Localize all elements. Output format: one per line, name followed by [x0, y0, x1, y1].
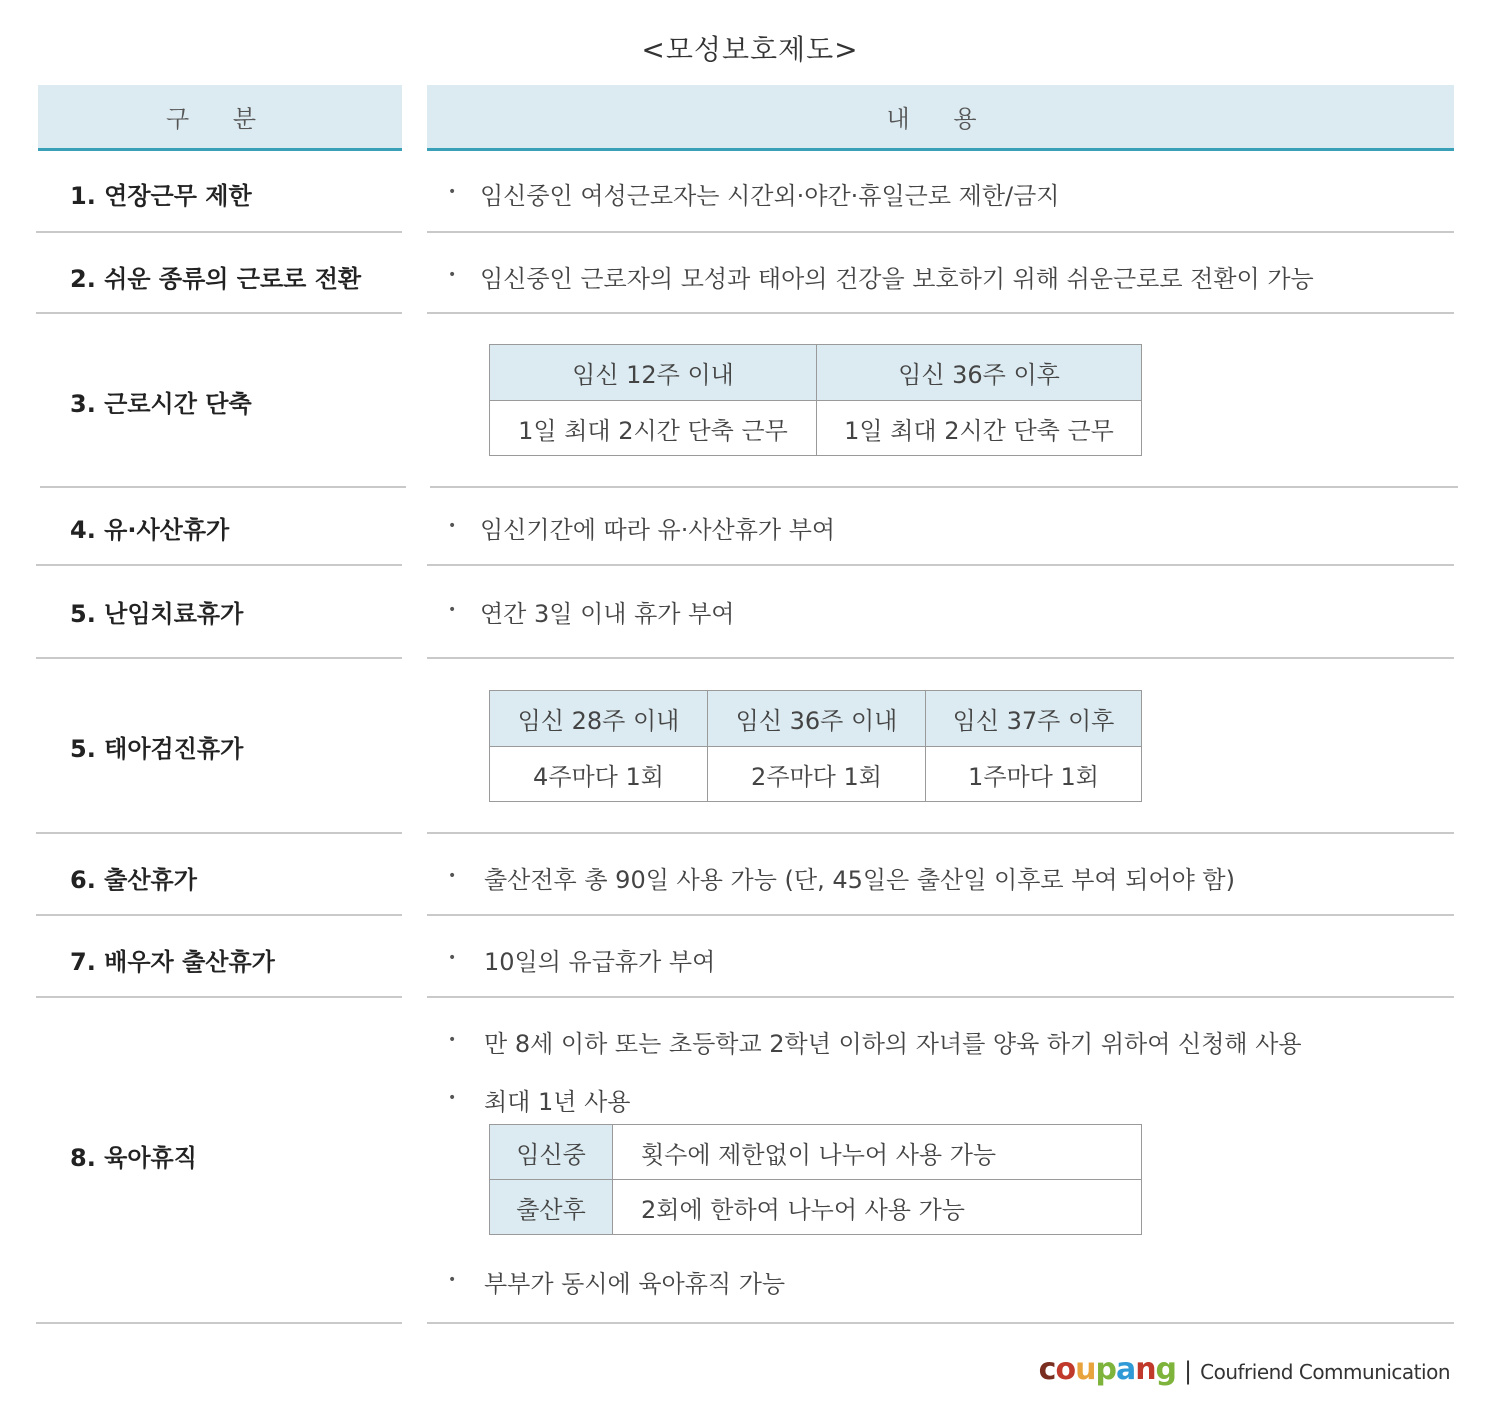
parental-leave-bullet-1: 만 8세 이하 또는 초등학교 2학년 이하의 자녀를 양육 하기 위하여 신청해 사용 — [484, 1030, 1302, 1058]
bullet-icon: • — [448, 602, 457, 618]
coupang-logo: coupang — [1038, 1352, 1177, 1387]
row-1-content: 임신중인 여성근로자는 시간외·야간·휴일근로 제한/금지 — [480, 182, 1060, 210]
parental-leave-key-1: 임신중 — [490, 1125, 613, 1180]
reduced-hours-header-1: 임신 12주 이내 — [490, 345, 817, 401]
footer-company: Coufriend Communication — [1200, 1360, 1450, 1384]
bullet-icon: • — [448, 868, 457, 884]
row-4-content: 임신기간에 따라 유·사산휴가 부여 — [480, 516, 836, 544]
parental-leave-value-2: 2회에 한하여 나누어 사용 가능 — [613, 1180, 1142, 1235]
footer-brand — [1039, 1352, 1450, 1387]
header-category: 구 분 — [38, 85, 402, 151]
prenatal-value-1: 4주마다 1회 — [490, 747, 708, 802]
row-5-category: 5. 난임치료휴가 — [70, 600, 244, 628]
prenatal-checkup-table — [489, 690, 1142, 802]
prenatal-header-1: 임신 28주 이내 — [490, 691, 708, 747]
row-4-category: 4. 유·사산휴가 — [70, 516, 230, 544]
parental-leave-key-2: 출산후 — [490, 1180, 613, 1235]
reduced-hours-value-2: 1일 최대 2시간 단축 근무 — [817, 401, 1142, 456]
bullet-icon: • — [448, 267, 457, 283]
bullet-icon: • — [448, 1272, 457, 1288]
bullet-icon: • — [448, 950, 457, 966]
reduced-hours-value-1: 1일 최대 2시간 단축 근무 — [490, 401, 817, 456]
parental-leave-table — [489, 1124, 1142, 1235]
row-2-category: 2. 쉬운 종류의 근로로 전환 — [70, 265, 362, 293]
bullet-icon: • — [448, 184, 457, 200]
prenatal-header-2: 임신 36주 이내 — [708, 691, 926, 747]
row-8-category: 7. 배우자 출산휴가 — [70, 948, 275, 976]
row-8-content: 10일의 유급휴가 부여 — [484, 948, 716, 976]
row-9-category: 8. 육아휴직 — [70, 1144, 197, 1172]
row-1-category: 1. 연장근무 제한 — [70, 182, 252, 210]
page-title: <모성보호제도> — [641, 33, 859, 66]
reduced-hours-header-2: 임신 36주 이후 — [817, 345, 1142, 401]
bullet-icon: • — [448, 1090, 457, 1106]
prenatal-value-2: 2주마다 1회 — [708, 747, 926, 802]
row-7-category: 6. 출산휴가 — [70, 866, 197, 894]
row-7-content: 출산전후 총 90일 사용 가능 (단, 45일은 출산일 이후로 부여 되어야 함) — [484, 866, 1235, 894]
bullet-icon: • — [448, 518, 457, 534]
reduced-hours-table — [489, 344, 1142, 456]
row-5-content: 연간 3일 이내 휴가 부여 — [480, 600, 735, 628]
row-6-category: 5. 태아검진휴가 — [70, 735, 244, 763]
row-3-category: 3. 근로시간 단축 — [70, 390, 252, 418]
parental-leave-bullet-3: 부부가 동시에 육아휴직 가능 — [484, 1270, 786, 1298]
bullet-icon: • — [448, 1032, 457, 1048]
row-2-content: 임신중인 근로자의 모성과 태아의 건강을 보호하기 위해 쉬운근로로 전환이 가능 — [480, 265, 1314, 293]
prenatal-value-3: 1주마다 1회 — [926, 747, 1142, 802]
parental-leave-bullet-2: 최대 1년 사용 — [484, 1088, 631, 1116]
header-content: 내 용 — [427, 85, 1454, 151]
parental-leave-value-1: 횟수에 제한없이 나누어 사용 가능 — [613, 1125, 1142, 1180]
footer-separator: | — [1184, 1357, 1193, 1385]
prenatal-header-3: 임신 37주 이후 — [926, 691, 1142, 747]
